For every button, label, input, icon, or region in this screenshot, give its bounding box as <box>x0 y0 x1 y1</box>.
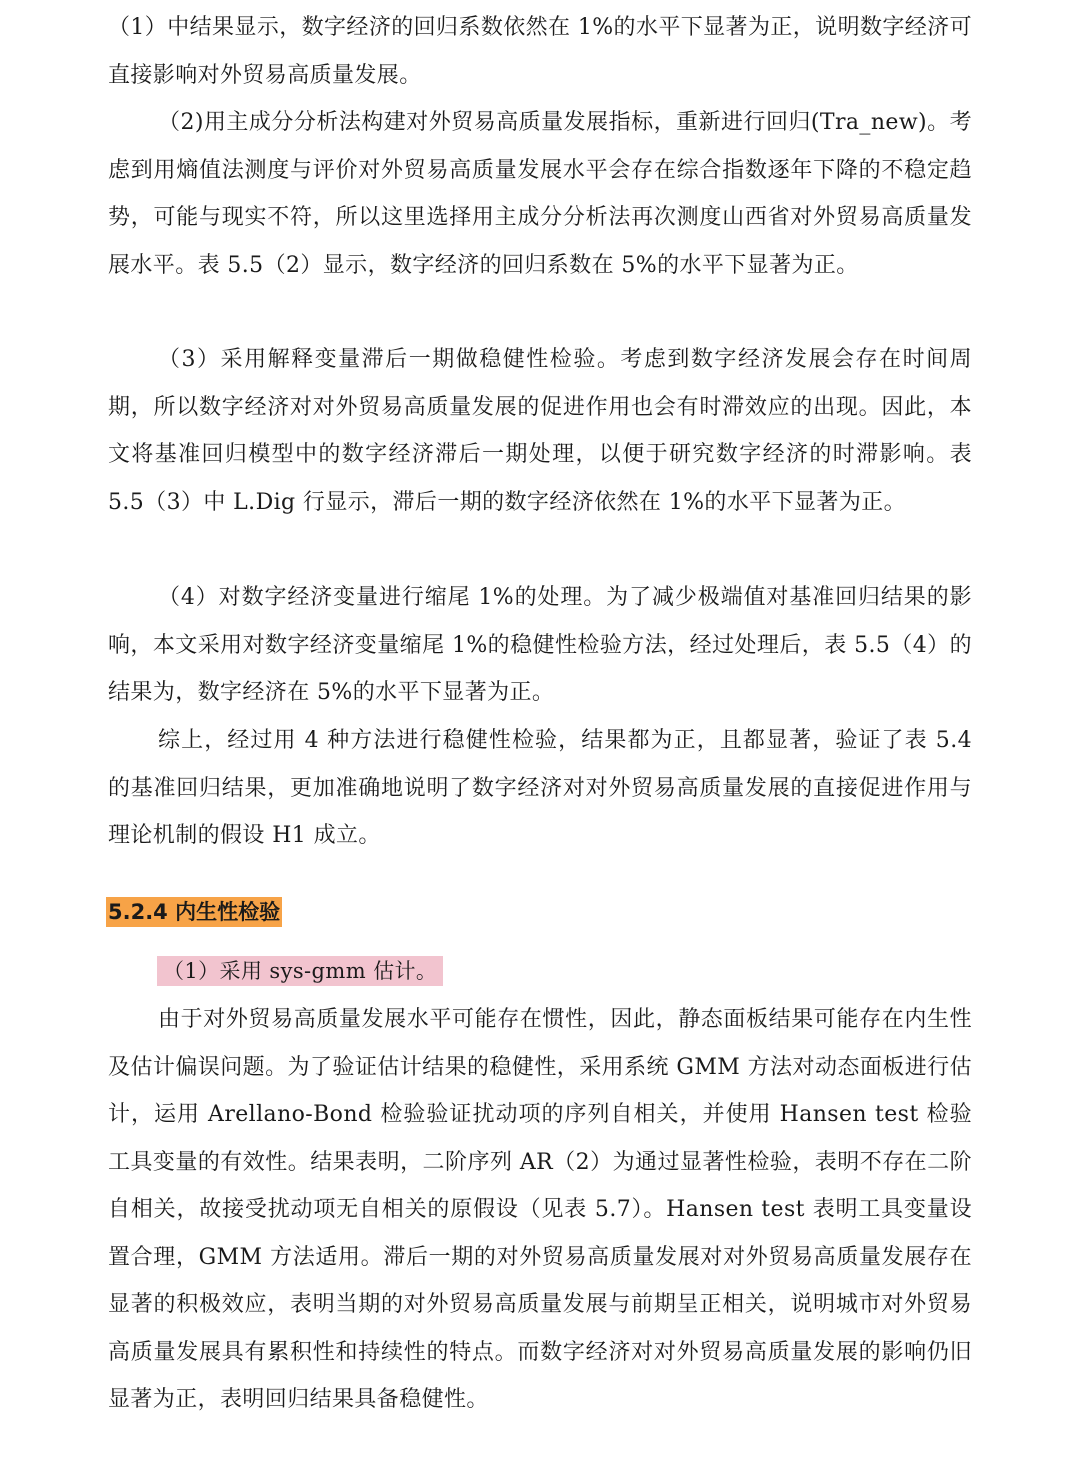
subheading-sys-gmm: （1）采用 sys-gmm 估计。 <box>157 956 443 986</box>
section-heading: 5.2.4 内生性检验 <box>106 897 282 927</box>
paragraph-summary: 综上，经过用 4 种方法进行稳健性检验，结果都为正，且都显著，验证了表 5.4 的基准回归结果，更加准确地说明了数字经济对对外贸易高质量发展的直接促进作用与理论机制的假设 H1 成立。 <box>108 728 972 848</box>
paragraph-method-3: （3）采用解释变量滞后一期做稳健性检验。考虑到数字经济发展会存在时间周期，所以数字经济对对外贸易高质量发展的促进作用也会有时滞效应的出现。因此，本文将基准回归模型中的数字经济滞后一期处理，以便于研究数字经济的时滞影响。表 5.5（3）中 L.Dig 行显示，滞后一期的数字经济依然在 1%的水平下显著为正。 <box>108 347 972 515</box>
section-heading-block <box>106 897 282 927</box>
paragraph-result-1: （1）中结果显示，数字经济的回归系数依然在 1%的水平下显著为正，说明数字经济可直接影响对外贸易高质量发展。 <box>108 15 972 88</box>
paragraph-endogeneity: 由于对外贸易高质量发展水平可能存在惯性，因此，静态面板结果可能存在内生性及估计偏误问题。为了验证估计结果的稳健性，采用系统 GMM 方法对动态面板进行估计，运用 Arellano-Bond 检验验证扰动项的序列自相关，并使用 Hansen test 检验工具变量的有效性。结果表明，二阶序列 AR（2）为通过显著性检验，表明不存在二阶自相关，故接受扰动项无自相关的原假设（见表 5.7）。Hansen test 表明工具变量设置合理，GMM 方法适用。滞后一期的对外贸易高质量发展对对外贸易高质量发展存在显著的积极效应，表明当期的对外贸易高质量发展与前期呈正相关，说明城市对外贸易高质量发展具有累积性和持续性的特点。而数字经济对对外贸易高质量发展的影响仍旧显著为正，表明回归结果具备稳健性。 <box>108 1007 972 1412</box>
paragraph-method-2: （2)用主成分分析法构建对外贸易高质量发展指标，重新进行回归(Tra_new)。考虑到用熵值法测度与评价对外贸易高质量发展水平会存在综合指数逐年下降的不稳定趋势，可能与现实不符，所以这里选择用主成分分析法再次测度山西省对外贸易高质量发展水平。表 5.5（2）显示，数字经济的回归系数在 5%的水平下显著为正。 <box>108 110 972 278</box>
paragraph-method-4: （4）对数字经济变量进行缩尾 1%的处理。为了减少极端值对基准回归结果的影响，本文采用对数字经济变量缩尾 1%的稳健性检验方法，经过处理后，表 5.5（4）的结果为，数字经济在 5%的水平下显著为正。 <box>108 585 972 705</box>
subheading-block <box>157 956 443 986</box>
